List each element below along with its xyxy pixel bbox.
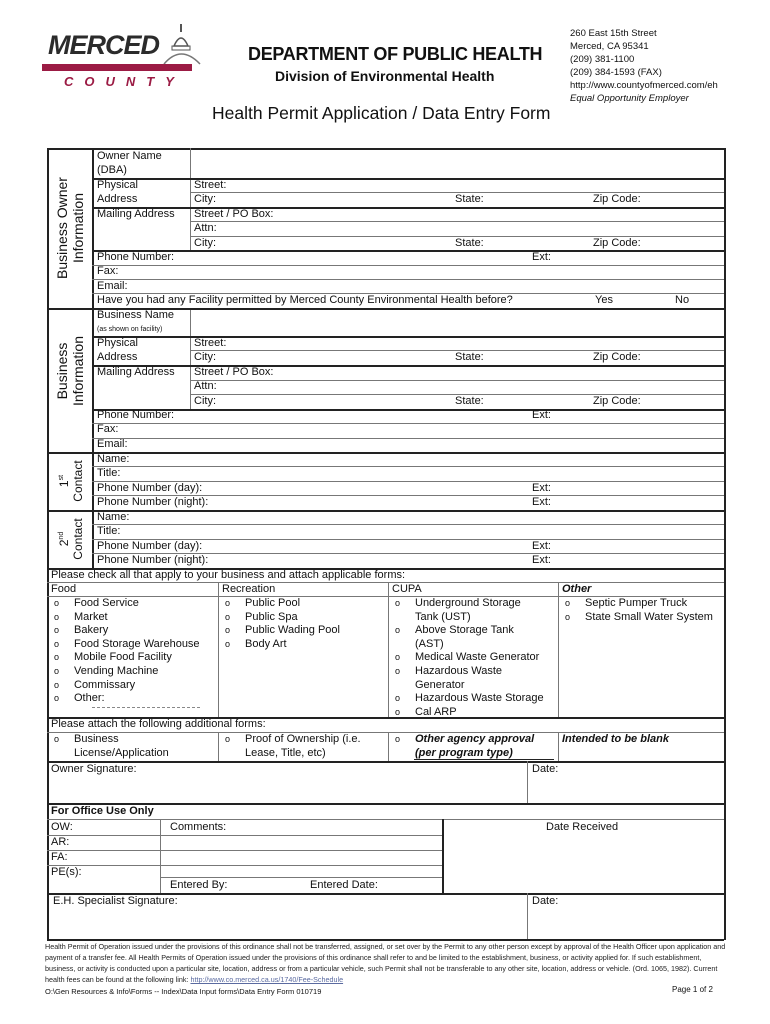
section-label-line: Contact	[71, 460, 85, 502]
section-label-business-owner	[54, 170, 86, 286]
checkbox[interactable]: o	[54, 652, 60, 663]
checklist-item[interactable]	[52, 624, 200, 638]
checklist-column-header: Recreation	[222, 583, 276, 595]
business-fax-field[interactable]: Fax:	[97, 423, 119, 435]
business-zip-field[interactable]: Zip Code:	[593, 351, 641, 363]
table-border	[47, 452, 724, 454]
checkbox[interactable]: o	[225, 625, 231, 636]
checklist-item[interactable]	[52, 638, 200, 652]
checklist-item-label: Mobile Food Facility	[74, 651, 172, 664]
checkbox[interactable]: o	[225, 734, 231, 744]
table-border	[190, 148, 191, 250]
checklist-item-label: Market	[74, 610, 108, 623]
table-border	[442, 819, 444, 893]
checkbox[interactable]: o	[565, 611, 571, 622]
phone-line: (209) 381-1100	[570, 54, 635, 65]
contact1-day-ext-field[interactable]: Ext:	[532, 482, 551, 494]
intended-blank-label: Intended to be blank	[562, 733, 669, 745]
contact2-phone-day-field[interactable]: Phone Number (day):	[97, 540, 203, 552]
checklist-item[interactable]	[393, 651, 544, 665]
checklist-item[interactable]	[52, 611, 200, 625]
table-border	[92, 178, 724, 180]
owner-mailing-zip-field[interactable]: Zip Code:	[593, 237, 641, 249]
owner-mailing-address-label: Mailing Address	[97, 208, 175, 220]
contact1-title-field[interactable]: Title:	[97, 467, 121, 479]
checklist-item-label: Hazardous Waste Generator	[415, 664, 503, 691]
table-border	[47, 582, 724, 583]
contact1-phone-day-field[interactable]: Phone Number (day):	[97, 482, 203, 494]
section-label-line: Contact	[71, 518, 85, 560]
business-mailing-zip-field[interactable]: Zip Code:	[593, 395, 641, 407]
owner-ext-field[interactable]: Ext:	[532, 251, 551, 263]
checklist-item[interactable]	[223, 597, 340, 611]
specialist-signature-field[interactable]: E.H. Specialist Signature:	[53, 895, 178, 907]
logo-bar	[42, 64, 192, 71]
transfer-disclaimer	[45, 941, 727, 985]
business-mailing-street-field[interactable]: Street / PO Box:	[194, 366, 274, 378]
checklist-column-header: Other	[562, 583, 592, 595]
checklist-item-label: Vending Machine	[74, 664, 159, 677]
table-border	[190, 221, 724, 222]
attach-item[interactable]	[223, 733, 361, 760]
table-border	[47, 835, 442, 836]
table-border	[92, 148, 94, 568]
checklist-item[interactable]	[393, 624, 544, 651]
owner-zip-field[interactable]: Zip Code:	[593, 193, 641, 205]
prior-permit-no-option[interactable]: No	[675, 294, 690, 306]
checkbox[interactable]: o	[225, 611, 231, 622]
checkbox[interactable]: o	[395, 665, 401, 676]
owner-signature-field[interactable]: Owner Signature:	[51, 763, 137, 775]
business-address-label: Address	[97, 351, 138, 363]
specialist-date-field[interactable]: Date:	[532, 895, 559, 907]
section-label-line: Information	[70, 192, 86, 264]
checklist-item[interactable]	[393, 597, 544, 624]
table-border	[47, 939, 724, 941]
checklist-item-label: Above Storage Tank (AST)	[415, 624, 514, 650]
owner-state-field[interactable]: State:	[455, 193, 484, 205]
form-title: Health Permit Application / Data Entry Form	[212, 103, 551, 123]
contact2-phone-night-field[interactable]: Phone Number (night):	[97, 554, 209, 566]
fax-line: (209) 384-1593 (FAX)	[570, 67, 662, 78]
contact1-night-ext-field[interactable]: Ext:	[532, 496, 551, 508]
section-label-line: Business	[54, 342, 70, 400]
checklist-item-label: Underground Storage Tank (UST)	[415, 597, 521, 623]
checklist-column	[393, 597, 544, 719]
table-border	[47, 865, 442, 866]
checklist-item[interactable]	[52, 651, 200, 665]
checkbox[interactable]: o	[395, 625, 401, 636]
table-border	[47, 510, 724, 512]
table-border	[218, 582, 219, 717]
checklist-item-label: Public Spa	[245, 610, 298, 623]
website-link[interactable]: http://www.countyofmerced.com/eh	[570, 80, 718, 91]
table-border	[527, 893, 528, 939]
business-email-field[interactable]: Email:	[97, 438, 128, 450]
table-border	[47, 761, 724, 763]
table-border	[92, 466, 724, 467]
owner-mailing-street-field[interactable]: Street / PO Box:	[194, 208, 274, 220]
contact-ordinal: st	[58, 474, 65, 481]
checkbox[interactable]: o	[54, 665, 60, 676]
table-border	[92, 250, 724, 252]
business-ext-field[interactable]: Ext:	[532, 409, 551, 421]
contact2-name-field[interactable]: Name:	[97, 511, 130, 523]
department-title: DEPARTMENT OF PUBLIC HEALTH	[248, 44, 543, 64]
owner-mailing-city-field[interactable]: City:	[194, 237, 216, 249]
table-border	[724, 148, 726, 940]
checklist-item[interactable]	[223, 638, 340, 652]
owner-attn-field[interactable]: Attn:	[194, 222, 217, 234]
table-border	[388, 732, 389, 761]
checkbox[interactable]: o	[54, 693, 60, 704]
table-border	[527, 761, 528, 803]
business-street-field[interactable]: Street:	[194, 337, 227, 349]
underline	[414, 759, 554, 760]
business-phone-field[interactable]: Phone Number:	[97, 409, 175, 421]
division-title: Division of Environmental Health	[275, 68, 495, 84]
checkbox[interactable]: o	[395, 734, 401, 744]
business-state-field[interactable]: State:	[455, 351, 484, 363]
business-name-note: (as shown on facility)	[97, 326, 163, 333]
checkbox[interactable]: o	[54, 625, 60, 636]
table-border	[160, 819, 161, 893]
checklist-item[interactable]	[52, 679, 200, 693]
checklist-item-label: Medical Waste Generator	[415, 651, 540, 664]
checkbox[interactable]: o	[54, 679, 60, 690]
checkbox[interactable]: o	[225, 598, 231, 608]
attach-prompt: Please attach the following additional forms:	[51, 718, 266, 730]
checkbox[interactable]: o	[565, 598, 571, 608]
checklist-item[interactable]	[563, 597, 713, 611]
checklist-item-label: Cal ARP	[415, 705, 457, 718]
pe-field[interactable]: PE(s):	[51, 866, 82, 878]
table-border	[92, 265, 724, 266]
checklist-column-header: CUPA	[392, 583, 422, 595]
table-border	[160, 877, 442, 878]
checklist-item[interactable]	[52, 692, 200, 706]
table-border	[218, 732, 219, 761]
owner-email-field[interactable]: Email:	[97, 280, 128, 292]
attach-item[interactable]	[52, 733, 169, 760]
attach-item-label: Other agency approval (per program type)	[415, 733, 535, 759]
prior-permit-question: Have you had any Facility permitted by Merced County Environmental Health before?	[97, 294, 513, 306]
checklist-column-header: Food	[51, 583, 77, 595]
contact-address-block	[570, 27, 718, 105]
contact2-title-field[interactable]: Title:	[97, 525, 121, 537]
address-line: 260 East 15th Street	[570, 28, 657, 39]
owner-name-label: Owner Name	[97, 150, 162, 162]
checkbox[interactable]: o	[395, 706, 401, 717]
checklist-item-label: Food Service	[74, 597, 139, 609]
date-received-field[interactable]: Date Received	[546, 821, 619, 833]
contact1-name-field[interactable]: Name:	[97, 453, 130, 465]
table-border	[92, 336, 724, 338]
checklist-item-label: Commissary	[74, 678, 136, 691]
checklist-item[interactable]	[52, 665, 200, 679]
ow-field[interactable]: OW:	[51, 821, 73, 833]
other-write-in-line[interactable]	[92, 707, 200, 708]
checkbox[interactable]: o	[54, 734, 60, 744]
checklist-item-label: Public Pool	[245, 597, 301, 609]
logo-text-merced: MERCED	[48, 30, 160, 60]
checkbox[interactable]: o	[54, 611, 60, 622]
checklist-item-label: State Small Water System	[585, 610, 713, 623]
section-label-business	[54, 321, 86, 421]
office-use-title: For Office Use Only	[51, 805, 154, 817]
address-line: Merced, CA 95341	[570, 41, 649, 52]
table-border	[558, 582, 559, 717]
merced-county-logo	[42, 24, 202, 88]
table-border	[47, 819, 724, 820]
owner-mailing-state-field[interactable]: State:	[455, 237, 484, 249]
owner-fax-field[interactable]: Fax:	[97, 265, 119, 277]
checkbox[interactable]: o	[225, 638, 231, 649]
table-border	[92, 207, 724, 209]
checkbox[interactable]: o	[54, 638, 60, 649]
page-number: Page 1 of 2	[672, 985, 713, 994]
checkbox[interactable]: o	[395, 652, 401, 663]
section-label-line: Business Owner	[54, 177, 70, 279]
equal-opportunity-text: Equal Opportunity Employer	[570, 93, 689, 104]
checklist-item[interactable]	[393, 692, 544, 706]
section-label-second-contact	[55, 503, 85, 575]
checklist-item[interactable]	[52, 597, 200, 611]
contact2-day-ext-field[interactable]: Ext:	[532, 540, 551, 552]
checkbox[interactable]: o	[54, 598, 60, 608]
checklist-item-label: Public Wading Pool	[245, 624, 340, 637]
table-border	[47, 148, 49, 940]
checklist-item-label: Food Storage Warehouse	[74, 637, 200, 650]
checklist-column	[52, 597, 200, 706]
checklist-item-label: Other:	[74, 692, 105, 705]
checkbox[interactable]: o	[395, 598, 401, 608]
business-mailing-state-field[interactable]: State:	[455, 395, 484, 407]
owner-signature-date-field[interactable]: Date:	[532, 763, 559, 775]
checklist-item-label: Body Art	[245, 637, 287, 650]
dba-label: (DBA)	[97, 164, 127, 176]
section-label-line: Information	[70, 335, 86, 407]
table-border	[92, 365, 724, 367]
checklist-item-label: Septic Pumper Truck	[585, 597, 688, 609]
contact2-night-ext-field[interactable]: Ext:	[532, 554, 551, 566]
owner-city-field[interactable]: City:	[194, 193, 216, 205]
table-border	[92, 409, 724, 411]
contact-number: 2	[57, 539, 71, 547]
business-city-field[interactable]: City:	[194, 351, 216, 363]
business-name-label: Business Name	[97, 309, 175, 321]
owner-address-label: Address	[97, 193, 138, 205]
table-border	[558, 732, 559, 761]
owner-street-field[interactable]: Street:	[194, 179, 227, 191]
attach-item-label: Business License/Application	[74, 733, 169, 759]
table-border	[190, 380, 724, 381]
checkbox[interactable]: o	[395, 693, 401, 704]
owner-phone-field[interactable]: Phone Number:	[97, 251, 175, 263]
table-border	[92, 279, 724, 280]
business-mailing-city-field[interactable]: City:	[194, 395, 216, 407]
table-border	[92, 438, 724, 439]
attach-item-label: Proof of Ownership (i.e. Lease, Title, etc)	[245, 733, 361, 759]
file-path: O:\Gen Resources & Info\Forms -- Index\Data Input forms\Data Entry Form 010719	[45, 987, 322, 996]
checklist-item[interactable]	[223, 611, 340, 625]
checklist-column	[563, 597, 713, 624]
table-border	[92, 423, 724, 424]
attach-item[interactable]	[393, 733, 534, 760]
business-attn-field[interactable]: Attn:	[194, 380, 217, 392]
checklist-item[interactable]	[393, 706, 544, 720]
entered-by-field[interactable]: Entered By:	[170, 879, 228, 891]
courthouse-dome-icon	[162, 24, 202, 66]
fa-field[interactable]: FA:	[51, 851, 68, 863]
checklist-prompt: Please check all that apply to your business and attach applicable forms:	[51, 569, 406, 581]
fee-schedule-link[interactable]: http://www.co.merced.ca.us/1740/Fee-Schedule	[190, 975, 344, 984]
ar-field[interactable]: AR:	[51, 836, 70, 848]
owner-physical-label: Physical	[97, 179, 138, 191]
table-border	[47, 850, 442, 851]
contact-number: 1	[57, 480, 71, 488]
checklist-item-label: Bakery	[74, 624, 109, 637]
entered-date-field[interactable]: Entered Date:	[310, 879, 378, 891]
logo-text-county: COUNTY	[64, 74, 185, 89]
business-mailing-address-label: Mailing Address	[97, 366, 175, 378]
table-border	[388, 582, 389, 717]
comments-field[interactable]: Comments:	[170, 821, 227, 833]
checklist-item[interactable]	[563, 611, 713, 625]
contact-ordinal: nd	[58, 531, 65, 540]
business-physical-label: Physical	[97, 337, 138, 349]
table-border	[92, 524, 724, 525]
checklist-column	[223, 597, 340, 651]
checklist-item[interactable]	[393, 665, 544, 692]
checklist-item-label: Hazardous Waste Storage	[415, 692, 544, 705]
disclaimer-text: Health Permit of Operation issued under the provisions of this ordinance shall not be transferred, assigned, or set over by the Permit to any other person except by approval of the Health Officer upon application and payment of a transfer fee. All Health Permits of Operation issued under the provisions of this ordinance shall refer to and be limited to the establishment, business, or activity applied for. If such establishment, business, or activity is conducted upon a particular site, location, address or from a particular vehicle, such Permit shall not be transferable to any other site, location, address or vehicle. (Ord. 1065, 1982). Current health fees can be found at the following link:	[45, 942, 726, 984]
prior-permit-yes-option[interactable]: Yes	[595, 294, 613, 306]
contact1-phone-night-field[interactable]: Phone Number (night):	[97, 496, 209, 508]
checklist-item[interactable]	[223, 624, 340, 638]
